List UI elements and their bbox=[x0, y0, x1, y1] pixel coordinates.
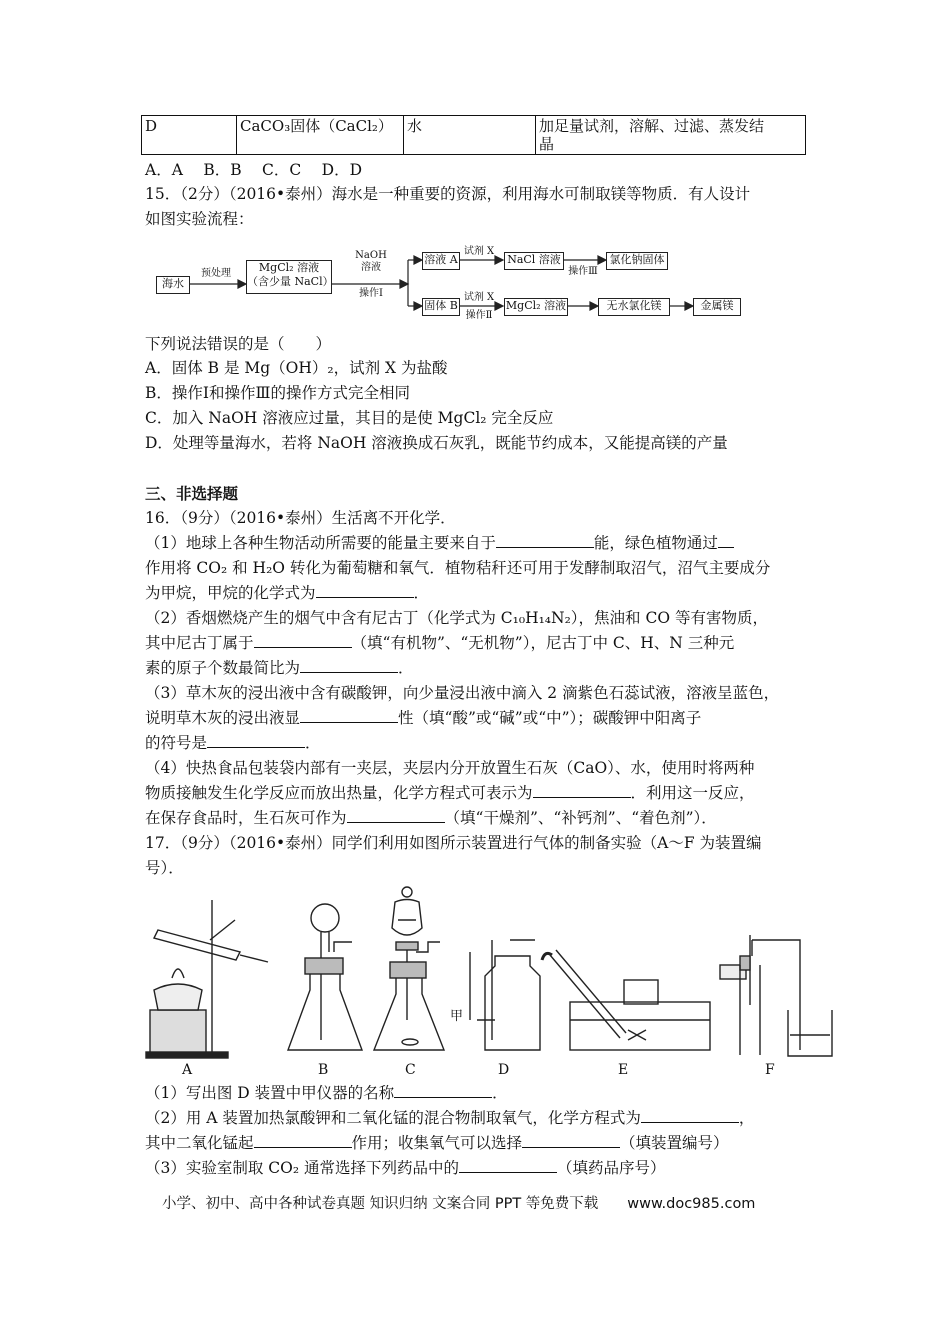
q16-p4-text-e: （填“干燥剂”、“补钙剂”、“着色剂”）． bbox=[444, 809, 717, 827]
answer-blank[interactable] bbox=[394, 1083, 492, 1098]
answer-blank[interactable] bbox=[316, 583, 414, 598]
method-line-1: 加足量试剂，溶解、过滤、蒸发结 bbox=[539, 117, 765, 135]
page-footer: 小学、初中、高中各种试卷真题 知识归纳 文案合同 PPT 等免费下载 www.doc985.com bbox=[162, 1196, 756, 1212]
flow-nacl-solution: NaCl 溶液 bbox=[504, 252, 564, 270]
flow-naoh bbox=[346, 250, 396, 274]
flow-mgcl2-solution: MgCl₂ 溶液 bbox=[504, 298, 568, 316]
q16-p3-line2 bbox=[145, 707, 701, 729]
q16-p4-text-c: ．利用这一反应， bbox=[630, 784, 755, 802]
mgcl2-line1: MgCl₂ 溶液 bbox=[258, 261, 320, 274]
q15-option-a: A．固体 B 是 Mg（OH）₂，试剂 X 为盐酸 bbox=[145, 359, 448, 377]
method-line-2: 晶 bbox=[539, 135, 555, 153]
apparatus-a-drawing bbox=[146, 900, 268, 1058]
apparatus-d-drawing bbox=[470, 940, 540, 1050]
answer-blank[interactable] bbox=[300, 708, 398, 723]
q16-p1-line3: 为甲烷，甲烷的化学式为 ． bbox=[145, 584, 430, 602]
q17-stem-line1: 17．（9分）（2016•泰州）同学们利用如图所示装置进行气体的制备实验（A～F 为装置编 bbox=[145, 834, 762, 852]
apparatus-c-drawing bbox=[374, 887, 444, 1050]
mgcl2-line2: （含少量 NaCl） bbox=[247, 275, 334, 288]
q16-p1-text-d: 为甲烷，甲烷的化学式为 bbox=[145, 584, 316, 602]
flow-pretreat: 预处理 bbox=[201, 268, 231, 279]
answer-blank[interactable] bbox=[300, 658, 398, 673]
q16-p3-text-c: 性（填“酸”或“碱”或“中”）；碳酸钾中阳离子 bbox=[398, 709, 702, 727]
q16-p1-line1 bbox=[145, 532, 734, 554]
flow-anhydrous-mgcl2: 无水氯化镁 bbox=[598, 298, 670, 316]
q17-s1-text: （1）写出图 D 装置中甲仪器的名称 bbox=[145, 1084, 395, 1102]
flow-solid-b: 固体 B bbox=[422, 298, 460, 316]
q17-s3-text-b: （填药品序号） bbox=[557, 1159, 666, 1177]
label-jia: 甲 bbox=[450, 1009, 464, 1024]
q16-p3-line3: 的符号是 ． bbox=[145, 734, 321, 752]
q16-p2-text-b: 其中尼古丁属于 bbox=[145, 634, 254, 652]
q17-s3-text-a: （3）实验室制取 CO₂ 通常选择下列药品中的 bbox=[145, 1159, 459, 1177]
table-row bbox=[142, 116, 806, 155]
label-b: B bbox=[318, 1062, 329, 1078]
label-a: A bbox=[182, 1062, 193, 1078]
q16-p2-line3: 素的原子个数最简比为 ． bbox=[145, 659, 414, 677]
q16-p4-text-d: 在保存食品时，生石灰可作为 bbox=[145, 809, 347, 827]
q15-option-d: D．处理等量海水，若将 NaOH 溶液换成石灰乳，既能节约成本，又能提高镁的产量 bbox=[145, 434, 728, 452]
q15-question: 下列说法错误的是（ ） bbox=[145, 335, 332, 353]
q16-p2-line1: （2）香烟燃烧产生的烟气中含有尼古丁（化学式为 C₁₀H₁₄N₂），焦油和 CO 等有害物质， bbox=[145, 609, 768, 627]
flow-op3: 操作Ⅲ bbox=[568, 266, 598, 277]
label-e: E bbox=[618, 1062, 629, 1078]
q17-s2-line2 bbox=[145, 1132, 729, 1154]
q17-s1: （1）写出图 D 装置中甲仪器的名称 ． bbox=[145, 1084, 508, 1102]
flow-op1: 操作Ⅰ bbox=[359, 288, 383, 299]
answer-blank[interactable] bbox=[459, 1158, 557, 1173]
answer-blank[interactable] bbox=[347, 808, 445, 823]
q16-p2-text-c: （填“有机物”、“无机物”），尼古丁中 C、H、N 三种元 bbox=[351, 634, 735, 652]
naoh-line2: 溶液 bbox=[361, 262, 381, 273]
flow-reagent-x2: 试剂 X bbox=[463, 292, 495, 303]
q15-stem-line1: 15．（2分）（2016•泰州）海水是一种重要的资源，利用海水可制取镁等物质．有人设计 bbox=[145, 185, 751, 203]
q15-stem-line2: 如图实验流程： bbox=[145, 210, 254, 228]
table-cell-method bbox=[536, 116, 806, 155]
answer-blank[interactable] bbox=[641, 1108, 739, 1123]
q17-s2-text-d: （填装置编号） bbox=[620, 1134, 729, 1152]
options-table bbox=[141, 115, 806, 155]
flow-nacl-solid: 氯化钠固体 bbox=[606, 252, 668, 270]
label-f: F bbox=[765, 1062, 775, 1078]
q16-title: 16．（9分）（2016•泰州）生活离不开化学． bbox=[145, 509, 456, 527]
q16-p4-text-b: 物质接触发生化学反应而放出热量，化学方程式可表示为 bbox=[145, 784, 533, 802]
flow-reagent-x1: 试剂 X bbox=[463, 246, 495, 257]
apparatus-drawing bbox=[140, 880, 840, 1060]
q17-s2-text-b: 其中二氧化锰起 bbox=[145, 1134, 254, 1152]
q16-p1-line2: 作用将 CO₂ 和 H₂O 转化为葡萄糖和氧气．植物秸秆还可用于发酵制取沼气，沼气主要成分 bbox=[145, 559, 771, 577]
flow-metal-mg: 金属镁 bbox=[693, 298, 741, 316]
flow-solution-a: 溶液 A bbox=[422, 252, 460, 270]
q16-p1-text-a: （1）地球上各种生物活动所需要的能量主要来自于 bbox=[145, 534, 496, 552]
label-d: D bbox=[498, 1062, 510, 1078]
answer-blank[interactable] bbox=[718, 533, 734, 548]
section-title: 三、非选择题 bbox=[145, 484, 239, 503]
q16-p4-line1: （4）快热食品包装袋内部有一夹层，夹层内分开放置生石灰（CaO）、水，使用时将两种 bbox=[145, 759, 755, 777]
q16-p2-text-d: 素的原子个数最简比为 bbox=[145, 659, 301, 677]
flow-seawater: 海水 bbox=[156, 276, 190, 294]
apparatus-b-drawing bbox=[288, 904, 362, 1050]
label-c: C bbox=[405, 1062, 416, 1078]
answer-blank[interactable] bbox=[207, 733, 305, 748]
q17-s3 bbox=[145, 1157, 666, 1179]
q17-stem-line2: 号）． bbox=[145, 859, 184, 877]
q17-s2-text-a: （2）用 A 装置加热氯酸钾和二氧化锰的混合物制取氧气，化学方程式为 bbox=[145, 1109, 641, 1127]
table-cell-substance: CaCO₃固体（CaCl₂） bbox=[237, 116, 404, 155]
apparatus-e-drawing bbox=[542, 950, 710, 1050]
table-cell-option: D bbox=[142, 116, 237, 155]
q16-p3-text-b: 说明草木灰的浸出液显 bbox=[145, 709, 301, 727]
q17-s2-line1: （2）用 A 装置加热氯酸钾和二氧化锰的混合物制取氧气，化学方程式为 ， bbox=[145, 1109, 755, 1127]
q14-options: A．A B．B C．C D．D bbox=[145, 161, 363, 179]
answer-blank[interactable] bbox=[522, 1133, 620, 1148]
q17-s2-text-c: 作用；收集氧气可以选择 bbox=[351, 1134, 523, 1152]
q16-p4-line2 bbox=[145, 782, 755, 804]
q16-p4-line3 bbox=[145, 807, 717, 829]
flow-chart bbox=[150, 240, 734, 330]
q15-option-b: B．操作Ⅰ和操作Ⅲ的操作方式完全相同 bbox=[145, 384, 410, 402]
flow-op2: 操作Ⅱ bbox=[465, 310, 493, 321]
answer-blank[interactable] bbox=[533, 783, 631, 798]
q16-p3-text-d: 的符号是 bbox=[145, 734, 208, 752]
answer-blank[interactable] bbox=[254, 1133, 352, 1148]
flow-mgcl2-box bbox=[246, 260, 332, 294]
q15-option-c: C．加入 NaOH 溶液应过量，其目的是使 MgCl₂ 完全反应 bbox=[145, 409, 554, 427]
apparatus-figure bbox=[140, 880, 840, 1085]
answer-blank[interactable] bbox=[496, 533, 594, 548]
q16-p2-line2 bbox=[145, 632, 734, 654]
apparatus-f-drawing bbox=[720, 935, 832, 1056]
q16-p3-line1: （3）草木灰的浸出液中含有碳酸钾，向少量浸出液中滴入 2 滴紫色石蕊试液，溶液呈蓝色， bbox=[145, 684, 780, 702]
q16-p1-text-b: 能，绿色植物通过 bbox=[593, 534, 718, 552]
table-cell-reagent: 水 bbox=[404, 116, 536, 155]
naoh-line1: NaOH bbox=[355, 250, 387, 261]
answer-blank[interactable] bbox=[254, 633, 352, 648]
